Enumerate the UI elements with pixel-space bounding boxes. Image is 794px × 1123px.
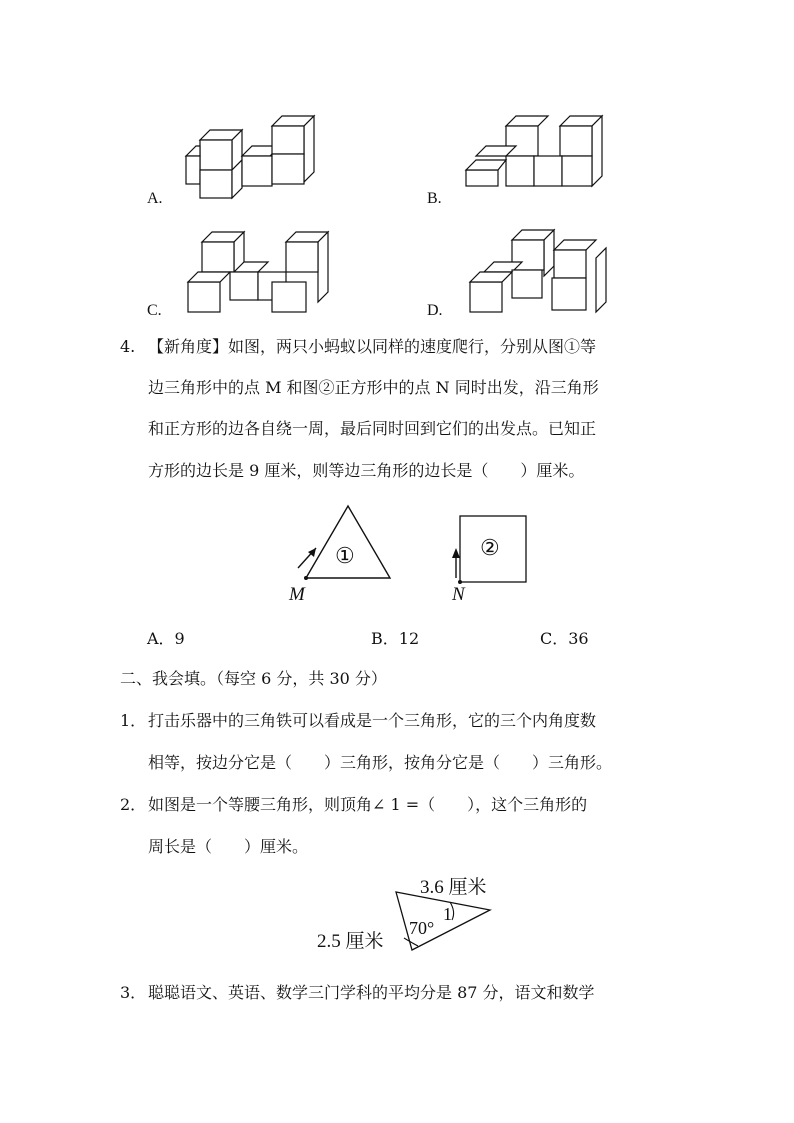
figure-1-label: ①: [335, 544, 355, 569]
q4-line-2: 边三角形中的点 M 和图②正方形中的点 N 同时出发，沿三角形: [148, 378, 599, 397]
q4-line-4: 方形的边长是 9 厘米，则等边三角形的边长是（ ）厘米。: [148, 461, 585, 480]
option-d-label: D.: [427, 302, 443, 319]
f2-number: 2．: [120, 795, 147, 814]
cube-figure-b: [462, 112, 612, 192]
side-label-top: 3.6 厘米: [420, 877, 487, 898]
f3-number: 3．: [120, 983, 147, 1002]
q4-line-1: 【新角度】如图，两只小蚂蚁以同样的速度爬行，分别从图①等: [148, 337, 597, 356]
f1-number: 1．: [120, 711, 147, 730]
option-a-label: A.: [147, 190, 163, 207]
f2-line-2: 周长是（ ）厘米。: [148, 837, 309, 856]
angle-70-label: 70°: [409, 918, 435, 938]
q4-line-3: 和正方形的边各自绕一周，最后同时回到它们的出发点。已知正: [148, 419, 597, 438]
side-label-left: 2.5 厘米: [317, 931, 384, 952]
cube-figure-c: [184, 228, 334, 318]
angle-1-label: 1: [443, 904, 452, 924]
q4-option-c: C．36: [540, 629, 589, 648]
f2-line-1: 如图是一个等腰三角形，则顶角∠ 1 =（ ），这个三角形的: [148, 795, 588, 814]
f1-line-1: 打击乐器中的三角铁可以看成是一个三角形，它的三个内角度数: [148, 711, 597, 730]
option-b-label: B.: [427, 190, 442, 207]
section-2-heading: 二、我会填。（每空 6 分，共 30 分）: [120, 669, 387, 688]
q4-option-a: A．9: [147, 629, 185, 648]
cube-figure-d: [466, 226, 616, 316]
option-c-label: C.: [147, 302, 162, 319]
point-n-label: N: [452, 584, 465, 605]
figure-2-label: ②: [480, 536, 500, 561]
f3-line-1: 聪聪语文、英语、数学三门学科的平均分是 87 分，语文和数学: [148, 983, 595, 1002]
f1-line-2: 相等，按边分它是（ ）三角形，按角分它是（ ）三角形。: [148, 753, 613, 772]
q4-number: 4.: [120, 337, 136, 356]
q4-option-b: B．12: [371, 629, 420, 648]
point-m-label: M: [289, 584, 305, 605]
cube-figure-a: [180, 112, 320, 202]
